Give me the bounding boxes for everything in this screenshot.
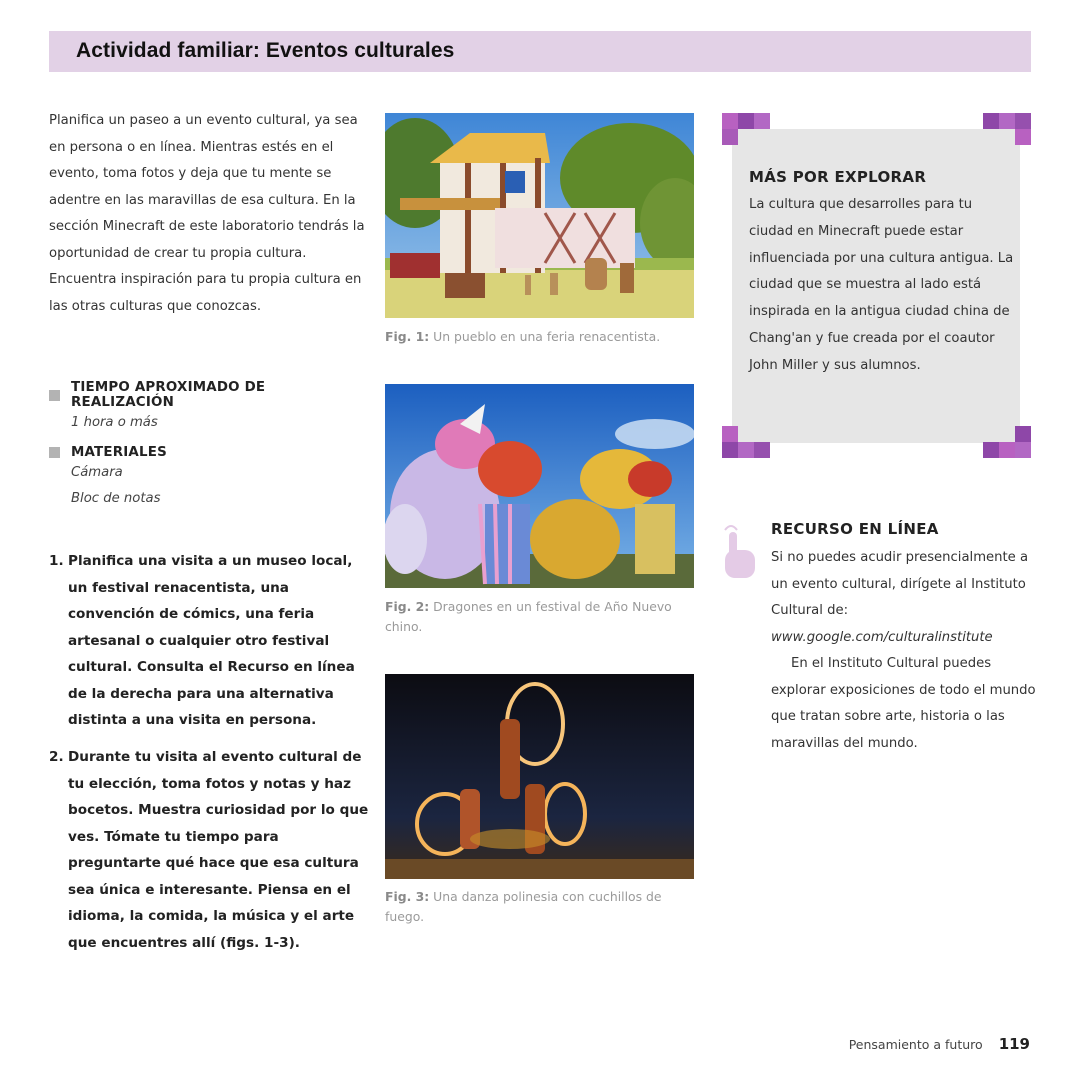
figure-label: Fig. 1: [385, 329, 430, 344]
caption-text: Una danza polinesia con cuchillos de fuego. [385, 889, 662, 924]
pixel-corner-icon [738, 442, 754, 458]
pixel-corner-icon [983, 113, 999, 129]
explore-heading: MÁS POR EXPLORAR [749, 168, 927, 186]
step-number: 2. [49, 749, 64, 765]
section-name: Pensamiento a futuro [848, 1037, 983, 1052]
figure-label: Fig. 2: [385, 599, 430, 614]
pixel-corner-icon [738, 113, 754, 129]
cultural-institute-link[interactable]: www.google.com/culturalinstitute [771, 629, 993, 645]
pointing-hand-icon [721, 522, 757, 578]
pixel-corner-icon [1015, 442, 1031, 458]
figure-2-image [385, 384, 694, 588]
step-1 [49, 548, 369, 734]
pixel-corner-icon [754, 113, 770, 129]
figure-label: Fig. 3: [385, 889, 430, 904]
explore-body: La cultura que desarrolles para tu ciudad en Minecraft puede estar influenciada por una cultura antigua. La ciudad que se muestra al lado está inspirada en la antigua ciudad china de Chang'an y fue creada por el coautor John Miller y sus alumnos. [749, 197, 1014, 373]
figure-2-caption [385, 597, 695, 637]
time-section [49, 380, 369, 436]
bullet-square-icon [49, 447, 60, 458]
figure-3-image [385, 674, 694, 879]
online-heading: RECURSO EN LÍNEA [771, 520, 939, 538]
pixel-corner-icon [722, 442, 738, 458]
pixel-corner-icon [722, 129, 738, 145]
caption-text: Un pueblo en una feria renacentista. [433, 329, 661, 344]
step-text: Planifica una visita a un museo local, un festival renacentista, una convención de cómics, una feria artesanal o cualquier otro festival cultural. Consulta el Recurso en línea de la derecha para una alternativa distinta a una visita en persona. [68, 553, 355, 728]
pixel-corner-icon [1015, 113, 1031, 129]
figure-1-image [385, 113, 694, 318]
pixel-corner-icon [999, 442, 1015, 458]
page-number: 119 [998, 1035, 1030, 1053]
pixel-corner-icon [1015, 426, 1031, 442]
caption-text: Dragones en un festival de Año Nuevo chino. [385, 599, 672, 634]
online-intro: Si no puedes acudir presencialmente a un evento cultural, dirígete al Instituto Cultural de: [771, 550, 1029, 618]
step-text: Durante tu visita al evento cultural de tu elección, toma fotos y notas y haz bocetos. Muestra curiosidad por lo que ves. Tómate tu tiempo para preguntarte qué hace que esa cultura sea única e interesante. Piensa en el idioma, la comida, la música y el arte que encuentres allí (figs. 1-3). [68, 749, 369, 951]
material-item: Bloc de notas [71, 491, 161, 506]
step-2 [49, 744, 369, 956]
title-bar [49, 31, 1031, 72]
online-body [771, 545, 1041, 757]
intro-paragraph: Planifica un paseo a un evento cultural, ya sea en persona o en línea. Mientras estés en el evento, toma fotos y deja que tu mente se adentre en las maravillas de esa cultura. En la sección Minecraft de este laboratorio tendrás la oportunidad de crear tu propia cultura. Encuentra inspiración para tu propia cultura en las otras culturas que conozcas. [49, 113, 365, 314]
pixel-corner-icon [722, 426, 738, 442]
pixel-corner-icon [1015, 129, 1031, 145]
pixel-corner-icon [983, 442, 999, 458]
time-value: 1 hora o más [71, 415, 158, 430]
pixel-corner-icon [999, 113, 1015, 129]
online-detail: En el Instituto Cultural puedes explorar exposiciones de todo el mundo que tratan sobre arte, historia o las maravillas del mundo. [771, 656, 1036, 751]
figure-1-caption [385, 327, 695, 347]
explore-sidebar [722, 113, 1031, 458]
pixel-corner-icon [754, 442, 770, 458]
figure-3-caption [385, 887, 695, 927]
page-title: Actividad familiar: Eventos culturales [76, 39, 455, 62]
page-footer [849, 1035, 1030, 1053]
pixel-corner-icon [722, 113, 738, 129]
bullet-square-icon [49, 390, 60, 401]
materials-section [49, 445, 369, 512]
materials-heading: MATERIALES [71, 445, 167, 460]
time-heading: TIEMPO APROXIMADO DE REALIZACIÓN [71, 380, 266, 410]
step-number: 1. [49, 553, 64, 569]
material-item: Cámara [71, 465, 123, 480]
